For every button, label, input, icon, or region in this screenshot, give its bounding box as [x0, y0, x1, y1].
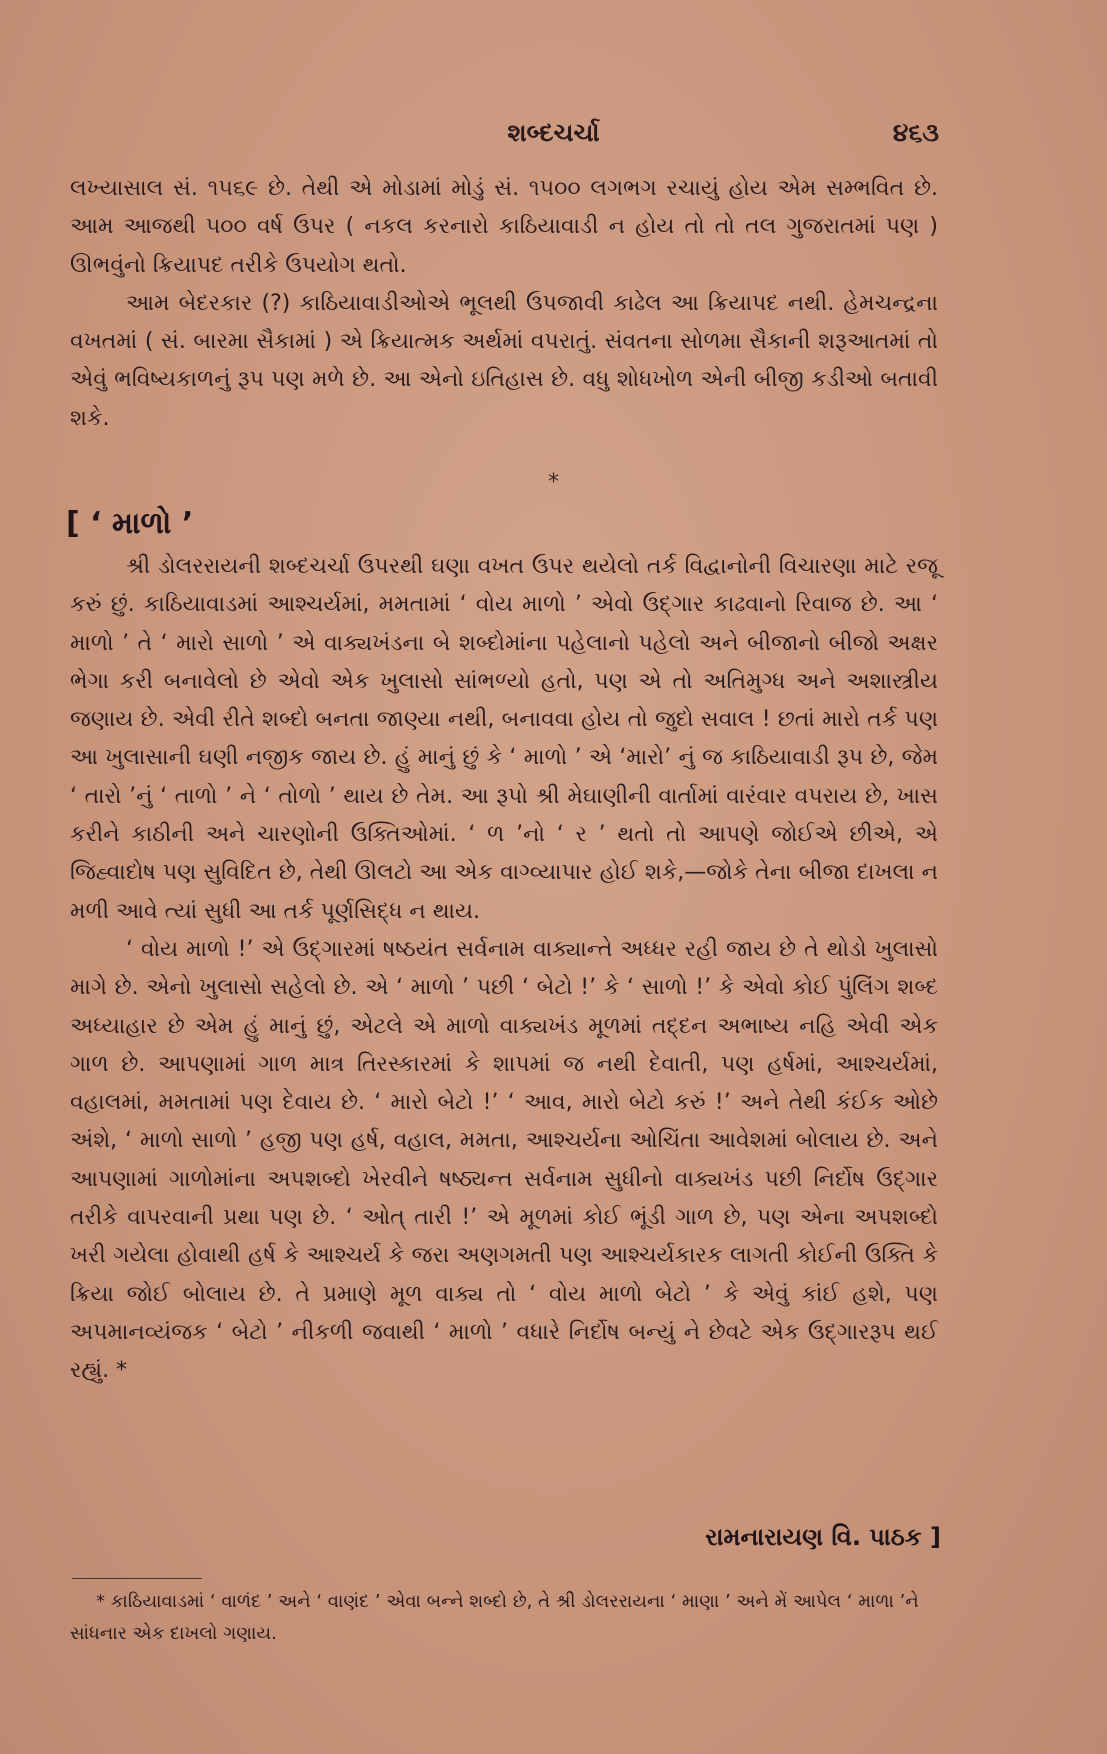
- paragraph: શ્રી ડોલરરાયની શબ્દચર્ચા ઉપરથી ઘણા વખત ઉપર થયેલો તર્ક વિદ્વાનોની વિચારણા માટે રજૂ કરું છું. કાઠિયાવાડમાં આશ્ચર્યમાં, મમતામાં ‘ વોય માળો ’ એવો ઉદ્ગાર કાઢવાનો રિવાજ છે. આ ‘ માળો ’ તે ‘ મારો સાળો ’ એ વાક્યખંડના બે શબ્દોમાંના પહેલાનો પહેલો અને બીજાનો બીજો અક્ષર ભેગા કરી બનાવેલો છે એવો એક ખુલાસો સાંભળ્યો હતો, પણ એ તો અતિમુગ્ધ અને અશાસ્ત્રીય જણાય છે. એવી રીતે શબ્દો બનતા જાણ્યા નથી, બનાવવા હોય તો જુદો સવાલ ! છતાં મારો તર્ક પણ આ ખુલાસાની ઘણી નજીક જાય છે. હું માનું છું કે ‘ માળો ’ એ ‘મારો’ નું જ કાઠિયાવાડી રૂપ છે, જેમ ‘ તારો ’નું ‘ તાળો ’ ને ‘ તોળો ’ થાય છે તેમ. આ રૂપો શ્રી મેઘાણીની વાર્તામાં વારંવાર વપરાય છે, ખાસ કરીને કાઠીની અને ચારણોની ઉક્તિઓમાં. ‘ ળ ’નો ‘ ર ’ થતો તો આપણે જોઈએ છીએ, એ જિહ્વાદોષ પણ સુવિદિત છે, તેથી ઊલટો આ એક વાગ્વ્યાપાર હોઈ શકે,—જોકે તેના બીજા દાખલા ન મળી આવે ત્યાં સુધી આ તર્ક પૂર્ણસિદ્ધ ન થાય.: [70, 554, 938, 924]
- footnote-rule: [72, 1578, 202, 1579]
- footnote: [70, 1586, 938, 1650]
- section-title: [ ‘ માળો ’: [66, 506, 194, 541]
- paragraph: લખ્યાસાલ સં. ૧૫૬૯ છે. તેથી એ મોડામાં મોડું સં. ૧૫૦૦ લગભગ રચાયું હોય એમ સમ્ભવિત છે. આમ આજથી ૫૦૦ વર્ષ ઉપર ( નકલ કરનારો કાઠિયાવાડી ન હોય તો તો તલ ગુજરાતમાં પણ ) ઊભવુંનો ક્રિયાપદ તરીકે ઉપયોગ થતો.: [70, 176, 938, 278]
- author-signature: રામનારાયણ વિ. પાઠક ]: [705, 1523, 941, 1551]
- paragraph: ‘ વોય માળો !’ એ ઉદ્ગારમાં ષષ્ઠયંત સર્વનામ વાક્યાન્તે અધ્ધર રહી જાય છે તે થોડો ખુલાસો માગે છે. એનો ખુલાસો સહેલો છે. એ ‘ માળો ’ પછી ‘ બેટો !’ કે ‘ સાળો !’ કે એવો કોઈ પુંલિંગ શબ્દ અધ્યાહાર છે એમ હું માનું છું, એટલે એ માળો વાક્યખંડ મૂળમાં તદ્દન અભાષ્ય નહિ એવી એક ગાળ છે. આપણામાં ગાળ માત્ર તિરસ્કારમાં કે શાપમાં જ નથી દેવાતી, પણ હર્ષમાં, આશ્ચર્યમાં, વહાલમાં, મમતામાં પણ દેવાય છે. ‘ મારો બેટો !’ ‘ આવ, મારો બેટો કરું !’ અને તેથી કંઈક ઓછે અંશે, ‘ માળો સાળો ’ હજી પણ હર્ષ, વહાલ, મમતા, આશ્ચર્યના ઓચિંતા આવેશમાં બોલાય છે. અને આપણામાં ગાળોમાંના અપશબ્દો ખેરવીને ષષ્ઠ્યન્ત સર્વનામ સુધીનો વાક્યખંડ પછી નિર્દોષ ઉદ્ગાર તરીકે વાપરવાની પ્રથા પણ છે. ‘ ઓત્ તારી !’ એ મૂળમાં કોઈ ભૂંડી ગાળ છે, પણ એના અપશબ્દો ખરી ગયેલા હોવાથી હર્ષ કે આશ્ચર્ય કે જરા અણગમતી પણ આશ્ચર્યકારક લાગતી કોઈની ઉક્તિ કે ક્રિયા જોઈ બોલાય છે. તે પ્રમાણે મૂળ વાક્ય તો ‘ વોય માળો બેટો ’ કે એવું કાંઈ હશે, પણ અપમાનવ્યંજક ‘ બેટો ’ નીકળી જવાથી ‘ માળો ’ વધારે નિર્દોષ બન્યું ને છેવટે એક ઉદ્ગારરૂપ થઈ રહ્યું. *: [70, 936, 938, 1384]
- page-number: ૪૬૩: [892, 118, 939, 147]
- footnote-text: * કાઠિયાવાડમાં ‘ વાળંદ ’ અને ‘ વાણંદ ’ એવા બન્ને શબ્દો છે, તે શ્રી ડોલરરાયના ‘ માણા ’ અને મેં આપેલ ‘ માળા ’ને સાંધનાર એક દાખલો ગણાય.: [70, 1591, 919, 1644]
- running-title: શબ્દચર્ચા: [507, 118, 600, 147]
- section-2-body: [70, 548, 938, 1391]
- section-1-body: [70, 170, 938, 438]
- paragraph: આમ બેદરકાર (?) કાઠિયાવાડીઓએ ભૂલથી ઉપજાવી કાઢેલ આ ક્રિયાપદ નથી. હેમચન્દ્રના વખતમાં ( સં. બારમા સૈકામાં ) એ ક્રિયાત્મક અર્થમાં વપરાતું. સંવતના સોળમા સૈકાની શરૂઆતમાં તો એવું ભવિષ્યકાળનું રૂપ પણ મળે છે. આ એનો ઇતિહાસ છે. વધુ શોધખોળ એની બીજી કડીઓ બતાવી શકે.: [70, 290, 938, 431]
- section-separator: *: [548, 470, 559, 495]
- running-header: [0, 118, 1107, 158]
